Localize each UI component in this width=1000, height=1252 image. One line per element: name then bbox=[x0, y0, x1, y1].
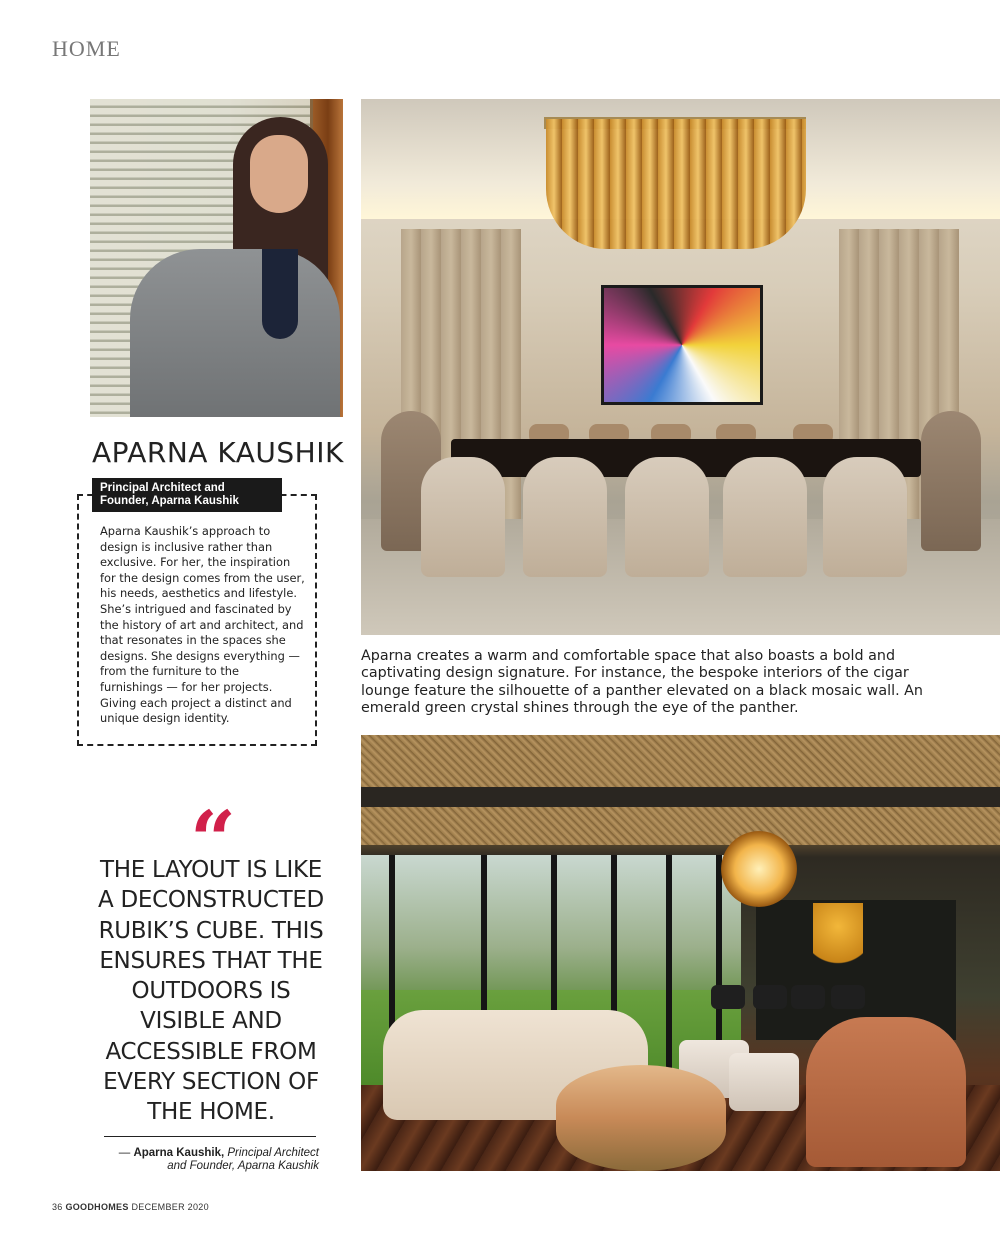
dining-room-photo bbox=[361, 99, 1000, 635]
quote-mark-icon: “ bbox=[190, 793, 237, 887]
role-label-line1: Principal Architect and bbox=[100, 482, 225, 494]
ottoman bbox=[729, 1053, 799, 1111]
bar-stool bbox=[791, 985, 825, 1009]
role-label bbox=[92, 478, 282, 512]
person-blazer bbox=[130, 249, 340, 417]
attribution-role-line1: Principal Architect bbox=[224, 1147, 319, 1159]
page-number: 36 bbox=[52, 1202, 63, 1212]
near-chair bbox=[523, 457, 607, 577]
pull-quote: THE LAYOUT IS LIKE A DECONSTRUCTED RUBIK’S CUBE. THIS ENSURES THAT THE OUTDOORS IS VISIBLE AND ACCESSIBLE FROM EVERY SECTION OF THE HOME. bbox=[98, 857, 324, 1126]
lounge-chandelier bbox=[721, 831, 797, 907]
bar-stool bbox=[711, 985, 745, 1009]
quote-divider bbox=[104, 1136, 316, 1137]
role-label-line2: Founder, Aparna Kaushik bbox=[100, 495, 239, 507]
profile-name: APARNA KAUSHIK bbox=[92, 436, 344, 469]
person-face bbox=[250, 135, 308, 213]
page-footer bbox=[52, 1202, 209, 1212]
chandelier bbox=[546, 119, 806, 249]
near-chair bbox=[823, 457, 907, 577]
ceiling-beam bbox=[361, 787, 1000, 807]
quote-attribution bbox=[104, 1147, 319, 1173]
window-mullion bbox=[666, 855, 672, 1085]
person-top bbox=[262, 249, 298, 339]
attribution-role-line2: and Founder, Aparna Kaushik bbox=[167, 1160, 319, 1172]
panther-silhouette bbox=[813, 903, 863, 981]
attribution-dash: — bbox=[118, 1147, 134, 1159]
bio-text: Aparna Kaushik’s approach to design is inclusive rather than exclusive. For her, the inspiration for the design comes from the user, his needs, aesthetics and lifestyle. She’s intrigued and fascinated by the history of art and architect, and that resonates in the spaces she designs. She designs everything — from the furniture to the furnishings — for her projects. Giving each project a distinct and unique design identity. bbox=[100, 524, 305, 726]
attribution-name: Aparna Kaushik, bbox=[133, 1147, 225, 1159]
portrait-photo bbox=[90, 99, 343, 417]
coffee-table bbox=[556, 1065, 726, 1171]
issue-date: DECEMBER 2020 bbox=[131, 1202, 209, 1212]
magazine-brand: GOODHOMES bbox=[65, 1202, 129, 1212]
wall-painting bbox=[601, 285, 763, 405]
near-chair bbox=[625, 457, 709, 577]
bar-stool bbox=[753, 985, 787, 1009]
side-chair-right bbox=[921, 411, 981, 551]
photo-caption: Aparna creates a warm and comfortable space that also boasts a bold and captivating design signature. For instance, the bespoke interiors of the cigar lounge feature the silhouette of a panther elevated on a black mosaic wall. An emerald green crystal shines through the eye of the panther. bbox=[361, 648, 923, 716]
near-chair bbox=[421, 457, 505, 577]
bar-stool bbox=[831, 985, 865, 1009]
near-chair bbox=[723, 457, 807, 577]
cigar-lounge-photo bbox=[361, 735, 1000, 1171]
section-label: HOME bbox=[52, 36, 121, 61]
armchair bbox=[806, 1017, 966, 1167]
